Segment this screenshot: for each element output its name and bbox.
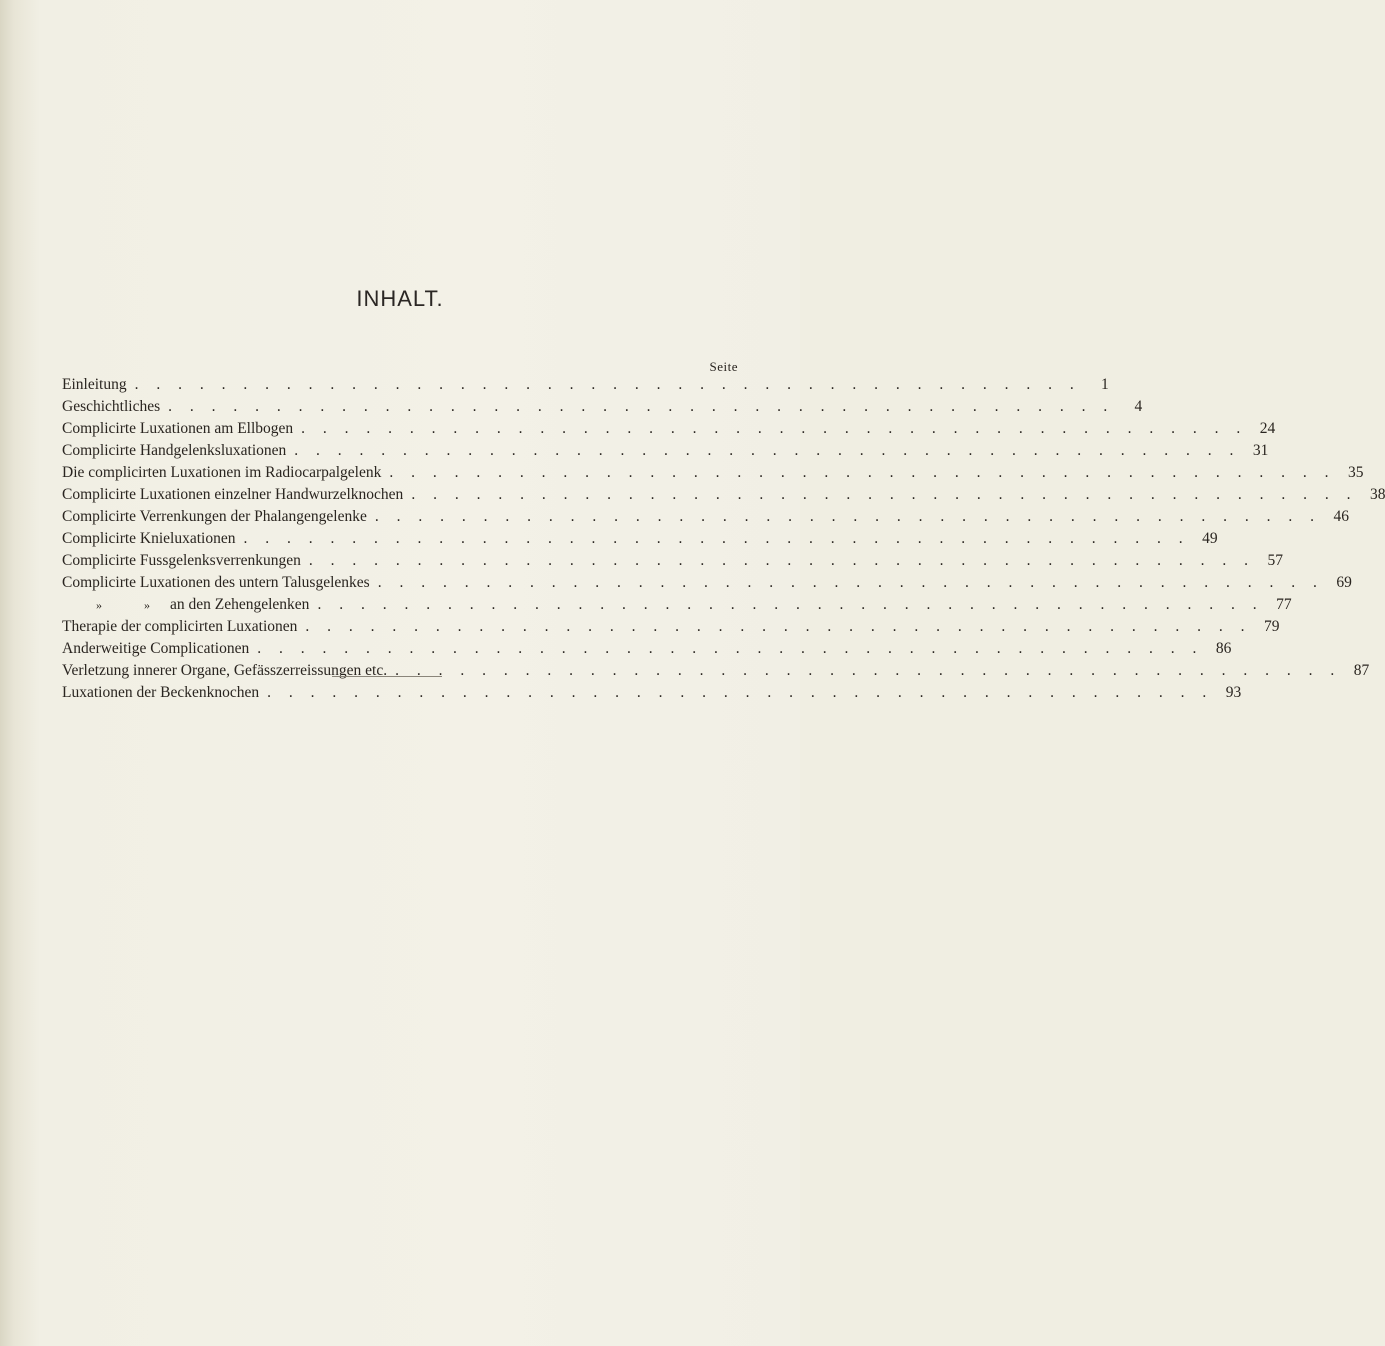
dot-leader: . . . . . . . . . . . . . . . . . . . . . . . . . . . . . . . . . . . . . . . . . . . . bbox=[308, 552, 1256, 569]
toc-entry bbox=[62, 484, 1385, 506]
toc-entry-label: Complicirte Luxationen des untern Talusgelenkes bbox=[62, 574, 370, 591]
toc-entry bbox=[62, 638, 1232, 660]
toc-entry bbox=[62, 594, 1292, 616]
toc-entry-label: Luxationen der Beckenknochen bbox=[62, 684, 260, 701]
toc-entry bbox=[62, 550, 1284, 572]
toc-entry-page: 1 bbox=[1100, 376, 1109, 393]
dot-leader: . . . . . . . . . . . . . . . . . . . . . . . . . . . . . . . . . . . . . . . . . . . . bbox=[395, 662, 1342, 679]
dot-leader: . . . . . . . . . . . . . . . . . . . . . . . . . . . . . . . . . . . . . . . . . . . . bbox=[294, 442, 1241, 459]
ditto-mark: » bbox=[144, 598, 150, 612]
toc-entry-page: 31 bbox=[1252, 442, 1269, 459]
toc-entry-label: Complicirte Luxationen einzelner Handwurzelknochen bbox=[62, 486, 404, 503]
dot-leader: . . . . . . . . . . . . . . . . . . . . . . . . . . . . . . . . . . . . . . . . . . . . bbox=[257, 640, 1204, 657]
toc-entry bbox=[62, 572, 1352, 594]
divider-rule bbox=[332, 676, 442, 677]
toc-entry bbox=[62, 528, 1218, 550]
toc-entry bbox=[62, 462, 1364, 484]
toc-entry-label: Einleitung bbox=[62, 376, 127, 393]
ditto-mark: » bbox=[96, 598, 102, 612]
dot-leader: . . . . . . . . . . . . . . . . . . . . . . . . . . . . . . . . . . . . . . . . . . . . bbox=[243, 530, 1190, 547]
dot-leader: . . . . . . . . . . . . . . . . . . . . . . . . . . . . . . . . . . . . . . . . . . . . bbox=[377, 574, 1324, 591]
toc-entry-label: Die complicirten Luxationen im Radiocarpalgelenk bbox=[62, 464, 382, 481]
toc-entry-label: an den Zehengelenken bbox=[170, 596, 310, 613]
dot-leader: . . . . . . . . . . . . . . . . . . . . . . . . . . . . . . . . . . . . . . . . . . . . bbox=[134, 376, 1081, 393]
toc-entry-label: Geschichtliches bbox=[62, 398, 161, 415]
toc-entry bbox=[62, 440, 1269, 462]
toc-entry-label: Complicirte Fussgelenksverrenkungen bbox=[62, 552, 301, 569]
toc-entry-page: 38 bbox=[1369, 486, 1385, 503]
toc-entry-page: 86 bbox=[1215, 640, 1232, 657]
toc-entry-label: Verletzung innerer Organe, Gefässzerreissungen etc. bbox=[62, 662, 388, 679]
toc-entry-label: Complicirte Verrenkungen der Phalangengelenke bbox=[62, 508, 367, 525]
dot-leader: . . . . . . . . . . . . . . . . . . . . . . . . . . . . . . . . . . . . . . . . . . . . bbox=[168, 398, 1115, 415]
dot-leader: . . . . . . . . . . . . . . . . . . . . . . . . . . . . . . . . . . . . . . . . . . . . bbox=[267, 684, 1214, 701]
dot-leader: . . . . . . . . . . . . . . . . . . . . . . . . . . . . . . . . . . . . . . . . . . . . bbox=[301, 420, 1248, 437]
toc-entry bbox=[62, 616, 1280, 638]
toc-entry-label: Anderweitige Complicationen bbox=[62, 640, 250, 657]
toc-entry-page: 69 bbox=[1336, 574, 1352, 591]
toc-entry-page: 49 bbox=[1202, 530, 1218, 547]
toc-entry bbox=[62, 660, 1370, 682]
toc-entry-label: Therapie der complicirten Luxationen bbox=[62, 618, 298, 635]
toc-entry-page: 87 bbox=[1353, 662, 1370, 679]
toc-entry-page: 35 bbox=[1348, 464, 1364, 481]
toc-entry-page: 93 bbox=[1225, 684, 1242, 701]
toc-entry-page: 57 bbox=[1267, 552, 1284, 569]
dot-leader: . . . . . . . . . . . . . . . . . . . . . . . . . . . . . . . . . . . . . . . . . . . . bbox=[411, 486, 1358, 503]
page-title: INHALT. bbox=[356, 286, 444, 311]
toc-entry bbox=[62, 374, 1109, 396]
dot-leader: . . . . . . . . . . . . . . . . . . . . . . . . . . . . . . . . . . . . . . . . . . . . bbox=[317, 596, 1264, 613]
dot-leader: . . . . . . . . . . . . . . . . . . . . . . . . . . . . . . . . . . . . . . . . . . . . bbox=[374, 508, 1322, 525]
table-of-contents bbox=[62, 374, 1385, 704]
dot-leader: . . . . . . . . . . . . . . . . . . . . . . . . . . . . . . . . . . . . . . . . . . . . bbox=[389, 464, 1336, 481]
toc-entry bbox=[62, 418, 1276, 440]
toc-entry-page: 46 bbox=[1333, 508, 1350, 525]
toc-entry-label-group bbox=[62, 594, 309, 616]
toc-entry-label: Complicirte Knieluxationen bbox=[62, 530, 236, 547]
page-column-header: Seite bbox=[709, 359, 738, 374]
toc-entry-page: 24 bbox=[1259, 420, 1276, 437]
toc-entry-page: 4 bbox=[1134, 398, 1143, 415]
toc-entry-label: Complicirte Luxationen am Ellbogen bbox=[62, 420, 294, 437]
toc-entry-page: 79 bbox=[1264, 618, 1280, 635]
toc-entry bbox=[62, 682, 1242, 704]
toc-entry bbox=[62, 396, 1143, 418]
toc-entry-label: Complicirte Handgelenksluxationen bbox=[62, 442, 287, 459]
toc-entry-page: 77 bbox=[1276, 596, 1292, 613]
dot-leader: . . . . . . . . . . . . . . . . . . . . . . . . . . . . . . . . . . . . . . . . . . . . bbox=[305, 618, 1252, 635]
toc-entry bbox=[62, 506, 1350, 528]
